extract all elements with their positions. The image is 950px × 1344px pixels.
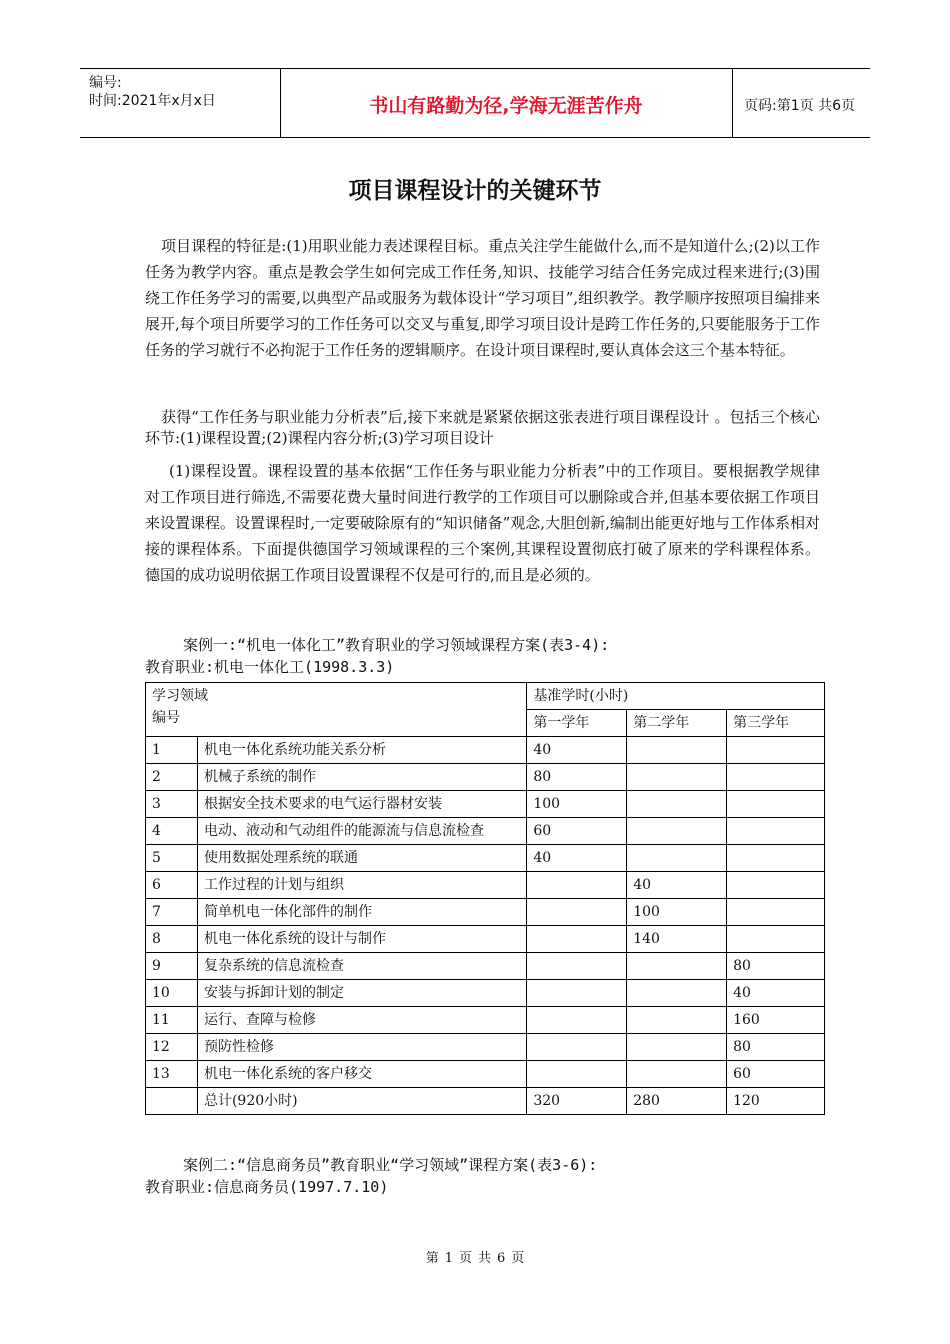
document-title: 项目课程设计的关键环节 [348, 178, 602, 204]
cell-number: 7 [146, 899, 198, 926]
cell-year3 [727, 926, 825, 953]
cell-year3: 40 [727, 980, 825, 1007]
cell-number [146, 1088, 198, 1115]
cell-year2 [627, 1061, 727, 1088]
header-number-label: 编号 [152, 710, 180, 726]
cell-year1 [527, 1034, 627, 1061]
case2-heading [145, 1154, 825, 1198]
cell-year1: 40 [527, 737, 627, 764]
cell-year3 [727, 764, 825, 791]
cell-year3 [727, 872, 825, 899]
header-page-info: 页码:第1页 共6页 [744, 98, 855, 114]
cell-number: 4 [146, 818, 198, 845]
table-row [146, 818, 825, 845]
table-row [146, 791, 825, 818]
header-hours: 基准学时(小时) [527, 683, 825, 710]
cell-number: 1 [146, 737, 198, 764]
footer-page-number: 1 [444, 1251, 453, 1266]
header-page-cell [732, 69, 870, 137]
cell-year1 [527, 1061, 627, 1088]
table-row [146, 737, 825, 764]
cell-year3 [727, 818, 825, 845]
cell-year2: 40 [627, 872, 727, 899]
cell-number: 12 [146, 1034, 198, 1061]
table-row [146, 953, 825, 980]
cell-field-name: 机电一体化系统功能关系分析 [197, 737, 526, 764]
cell-number: 9 [146, 953, 198, 980]
page-footer [0, 1247, 950, 1266]
cell-year2 [627, 1034, 727, 1061]
cell-field-name: 运行、查障与检修 [197, 1007, 526, 1034]
cell-number: 13 [146, 1061, 198, 1088]
cell-year1 [527, 980, 627, 1007]
table-row [146, 764, 825, 791]
cell-year1: 40 [527, 845, 627, 872]
cell-year1: 100 [527, 791, 627, 818]
cell-year2 [627, 1007, 727, 1034]
cell-field-name: 安装与拆卸计划的制定 [197, 980, 526, 1007]
cell-field-name: 复杂系统的信息流检查 [197, 953, 526, 980]
header-meta [80, 69, 281, 137]
page-header [80, 68, 870, 138]
cell-year2: 140 [627, 926, 727, 953]
learning-field-table [145, 682, 825, 1115]
cell-field-name: 总计(920小时) [197, 1088, 526, 1115]
cell-year1 [527, 872, 627, 899]
cell-year2 [627, 737, 727, 764]
header-motto: 书山有路勤为径,学海无涯苦作舟 [369, 95, 643, 117]
cell-year2: 280 [627, 1088, 727, 1115]
cell-year2 [627, 953, 727, 980]
cell-year3 [727, 737, 825, 764]
footer-word-di: 第 [425, 1251, 439, 1266]
header-year2: 第二学年 [627, 710, 727, 737]
case1-title: 案例一:“机电一体化工”教育职业的学习领域课程方案(表3-4): [183, 636, 610, 654]
cell-year1: 80 [527, 764, 627, 791]
cell-number: 11 [146, 1007, 198, 1034]
paragraph-features: 项目课程的特征是:(1)用职业能力表述课程目标。重点关注学生能做什么,而不是知道什么;(2)以工作任务为教学内容。重点是教会学生如何完成工作任务,知识、技能学习结合任务完成过程来进行;(3)围绕工作任务学习的需要,以典型产品或服务为载体设计“学习项目”,组织教学。教学顺序按照项目编排来展开,每个项目所要学习的工作任务可以交叉与重复,即学习项目设计是跨工作任务的,只要能服务于工作任务的学习就行不必拘泥于工作任务的逻辑顺序。在设计项目课程时,要认真体会这三个基本特征。 [145, 237, 820, 359]
cell-year3 [727, 845, 825, 872]
table-row [146, 872, 825, 899]
cell-year2 [627, 845, 727, 872]
cell-field-name: 机电一体化系统的客户移交 [197, 1061, 526, 1088]
cell-year1 [527, 926, 627, 953]
footer-word-ye: 页 [458, 1251, 472, 1266]
header-number: 编号: [89, 75, 122, 91]
cell-year2 [627, 980, 727, 1007]
footer-word-gong: 共 [478, 1251, 492, 1266]
footer-total-pages: 6 [497, 1251, 506, 1266]
header-field-label: 学习领域 [152, 688, 208, 704]
cell-number: 2 [146, 764, 198, 791]
paragraph-core-steps: 获得“工作任务与职业能力分析表”后,接下来就是紧紧依据这张表进行项目课程设计 。包括三个核心环节:(1)课程设置;(2)课程内容分析;(3)学习项目设计 [145, 408, 820, 447]
header-year1: 第一学年 [527, 710, 627, 737]
table-header-row [146, 683, 825, 710]
cell-year2 [627, 791, 727, 818]
cell-field-name: 机电一体化系统的设计与制作 [197, 926, 526, 953]
cell-year3: 160 [727, 1007, 825, 1034]
cell-year3 [727, 791, 825, 818]
header-time: 时间:2021年x月x日 [89, 93, 216, 109]
cell-field-name: 使用数据处理系统的联通 [197, 845, 526, 872]
table-row [146, 899, 825, 926]
cell-number: 8 [146, 926, 198, 953]
cell-number: 5 [146, 845, 198, 872]
table-row [146, 1007, 825, 1034]
header-motto-cell [280, 69, 733, 137]
cell-year2 [627, 818, 727, 845]
cell-number: 6 [146, 872, 198, 899]
cell-year3: 80 [727, 1034, 825, 1061]
cell-year3 [727, 899, 825, 926]
cell-year3: 60 [727, 1061, 825, 1088]
cell-year1 [527, 899, 627, 926]
cell-number: 10 [146, 980, 198, 1007]
cell-field-name: 预防性检修 [197, 1034, 526, 1061]
case1-subtitle: 教育职业:机电一体化工(1998.3.3) [145, 658, 395, 676]
cell-year3: 120 [727, 1088, 825, 1115]
cell-year1 [527, 1007, 627, 1034]
cell-year2 [627, 764, 727, 791]
footer-word-ye2: 页 [511, 1251, 525, 1266]
table-row [146, 1061, 825, 1088]
case2-subtitle: 教育职业:信息商务员(1997.7.10) [145, 1178, 389, 1196]
cell-number: 3 [146, 791, 198, 818]
paragraph-course-setting: (1)课程设置。课程设置的基本依据“工作任务与职业能力分析表”中的工作项目。要根据教学规律对工作项目进行筛选,不需要花费大量时间进行教学的工作项目可以删除或合并,但基本要依据工作项目来设置课程。设置课程时,一定要破除原有的“知识储备”观念,大胆创新,编制出能更好地与工作体系相对接的课程体系。下面提供德国学习领域课程的三个案例,其课程设置彻底打破了原来的学科课程体系。德国的成功说明依据工作项目设置课程不仅是可行的,而且是必须的。 [145, 462, 820, 584]
cell-field-name: 简单机电一体化部件的制作 [197, 899, 526, 926]
table-row [146, 926, 825, 953]
cell-year3: 80 [727, 953, 825, 980]
table-row [146, 980, 825, 1007]
cell-year1 [527, 953, 627, 980]
cell-year2: 100 [627, 899, 727, 926]
cell-field-name: 电动、液动和气动组件的能源流与信息流检查 [197, 818, 526, 845]
header-field-cell [146, 683, 527, 737]
case2-title: 案例二:“信息商务员”教育职业“学习领域”课程方案(表3-6): [183, 1156, 598, 1174]
cell-year1: 320 [527, 1088, 627, 1115]
table-row [146, 1088, 825, 1115]
table-row [146, 1034, 825, 1061]
cell-field-name: 根据安全技术要求的电气运行器材安装 [197, 791, 526, 818]
cell-field-name: 工作过程的计划与组织 [197, 872, 526, 899]
cell-field-name: 机械子系统的制作 [197, 764, 526, 791]
header-year3: 第三学年 [727, 710, 825, 737]
cell-year1: 60 [527, 818, 627, 845]
case1-heading [145, 634, 825, 678]
table-row [146, 845, 825, 872]
